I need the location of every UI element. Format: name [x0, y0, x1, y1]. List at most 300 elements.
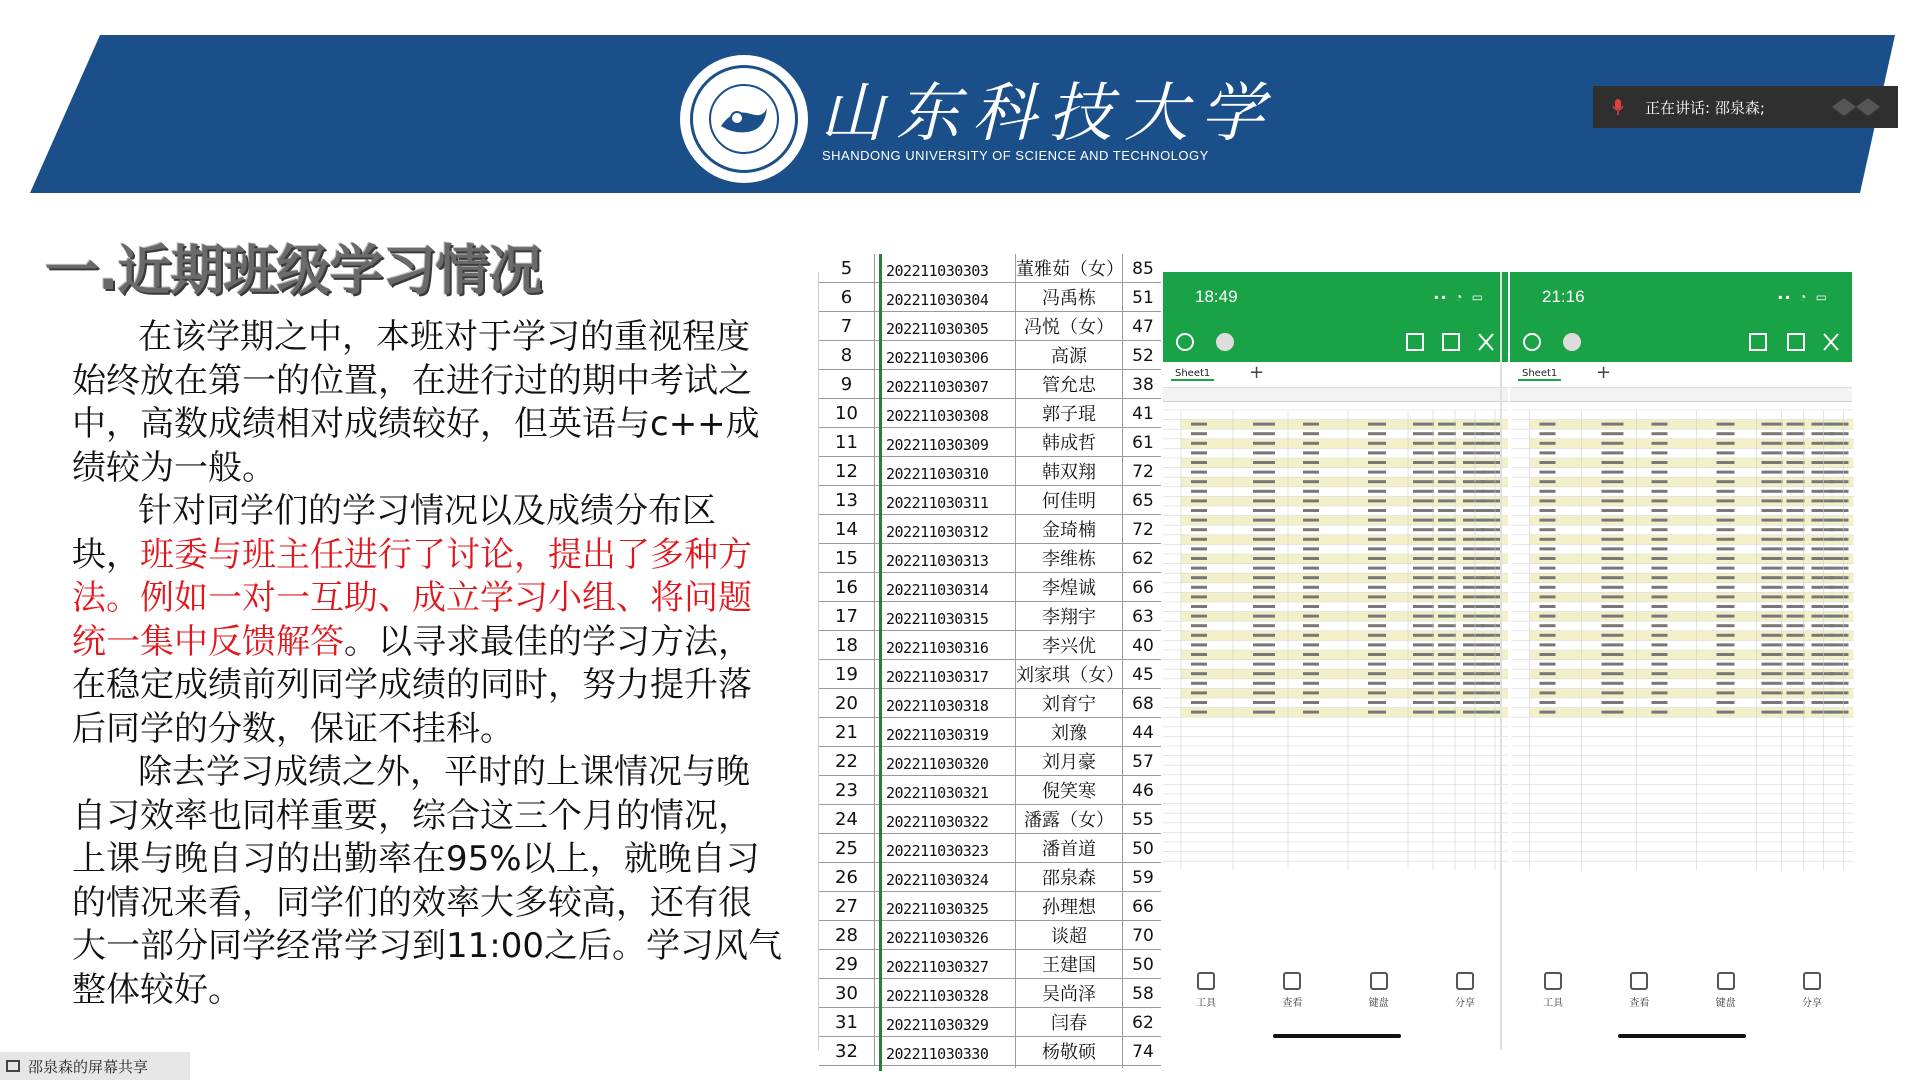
cell-text	[1303, 519, 1319, 522]
cell-text	[1253, 711, 1275, 714]
student-score: 70	[1132, 926, 1154, 946]
cell-text	[1368, 442, 1386, 445]
cell-text	[1438, 605, 1456, 608]
cell-text	[1191, 423, 1207, 426]
cell-text	[1191, 461, 1207, 464]
row-highlight	[1530, 439, 1854, 449]
cell-text	[1540, 567, 1556, 570]
cell-text	[1602, 480, 1624, 483]
cell-text	[1438, 490, 1456, 493]
cell-text	[1652, 615, 1668, 618]
cell-text	[1787, 711, 1805, 714]
cell-text	[1762, 682, 1783, 685]
screen-share-text: 邵泉森的屏幕共享	[28, 1057, 149, 1076]
student-name: 何佳明	[1015, 486, 1123, 517]
student-score: 47	[1132, 317, 1154, 337]
cell-text	[1652, 586, 1668, 589]
cell-text	[1830, 615, 1849, 618]
cell-text	[1481, 624, 1500, 627]
share-icon	[1803, 972, 1821, 990]
cell-text	[1540, 509, 1556, 512]
student-id: 202211030329	[879, 1008, 1009, 1042]
cell-text	[1762, 499, 1783, 502]
cell-text	[1191, 519, 1207, 522]
cell-text	[1762, 624, 1783, 627]
cell-text	[1191, 528, 1207, 531]
cell-text	[1830, 442, 1849, 445]
cell-text	[1762, 567, 1783, 570]
cell-text	[1438, 672, 1456, 675]
cell-text	[1413, 423, 1434, 426]
table-row	[819, 631, 1161, 660]
cell-text	[1787, 595, 1805, 598]
student-name: 李维栋	[1015, 544, 1123, 575]
cell-text	[1830, 691, 1849, 694]
cell-text	[1540, 432, 1556, 435]
tools-icon	[1544, 972, 1562, 990]
table-row	[819, 689, 1161, 718]
cell-text	[1481, 672, 1500, 675]
cell-text	[1787, 423, 1805, 426]
cell-text	[1787, 576, 1805, 579]
cell-text	[1540, 547, 1556, 550]
row-highlight	[1181, 496, 1508, 506]
cell-text	[1303, 576, 1319, 579]
phone-tool-button[interactable]	[1176, 972, 1236, 1050]
phone-tool-label: 工具	[1196, 998, 1217, 1009]
row-number: 17	[819, 602, 875, 631]
cell-text	[1191, 682, 1207, 685]
student-id: 202211030325	[879, 892, 1009, 926]
phone-tool-label: 查看	[1282, 998, 1303, 1009]
row-highlight	[1181, 477, 1508, 487]
student-name: 刘育宁	[1015, 689, 1123, 720]
cell-text	[1253, 682, 1275, 685]
cell-text	[1253, 691, 1275, 694]
table-row	[819, 834, 1161, 863]
cell-text	[1303, 663, 1319, 666]
cell-text	[1540, 586, 1556, 589]
cell-text	[1762, 701, 1783, 704]
row-number: 27	[819, 892, 875, 921]
cell-text	[1191, 509, 1207, 512]
row-number: 23	[819, 776, 875, 805]
cell-text	[1602, 701, 1624, 704]
phone-bottom-bar	[1510, 972, 1855, 1050]
cell-text	[1602, 663, 1624, 666]
student-score: 61	[1132, 433, 1154, 453]
cell-text	[1540, 663, 1556, 666]
cell-text	[1368, 423, 1386, 426]
cell-text	[1762, 576, 1783, 579]
cell-text	[1481, 432, 1500, 435]
table-row	[819, 515, 1161, 544]
cell-text	[1413, 643, 1434, 646]
cell-text	[1762, 423, 1783, 426]
cell-text	[1368, 519, 1386, 522]
cell-text	[1303, 634, 1319, 637]
cell-text	[1717, 432, 1735, 435]
cell-text	[1481, 490, 1500, 493]
cell-text	[1717, 634, 1735, 637]
cell-text	[1481, 538, 1500, 541]
cell-text	[1191, 605, 1207, 608]
cell-text	[1787, 672, 1805, 675]
cell-text	[1717, 691, 1735, 694]
cell-text	[1717, 672, 1735, 675]
cell-text	[1253, 567, 1275, 570]
cell-text	[1652, 595, 1668, 598]
student-id: 202211030328	[879, 979, 1009, 1013]
cell-text	[1438, 711, 1456, 714]
cell-text	[1191, 471, 1207, 474]
student-id: 202211030308	[879, 399, 1009, 433]
row-highlight	[1530, 554, 1854, 564]
student-id: 202211030317	[879, 660, 1009, 694]
row-highlight	[1530, 669, 1854, 679]
cell-text	[1540, 442, 1556, 445]
sheet-tab[interactable]: Sheet1	[1518, 368, 1561, 381]
student-name: 谈超	[1015, 921, 1123, 952]
cell-text	[1787, 432, 1805, 435]
cell-text	[1762, 528, 1783, 531]
add-sheet-icon[interactable]: +	[1249, 362, 1265, 383]
student-id: 202211030307	[879, 370, 1009, 404]
cell-text	[1540, 461, 1556, 464]
cell-text	[1438, 499, 1456, 502]
cell-text	[1602, 615, 1624, 618]
student-name: 李煌诚	[1015, 573, 1123, 604]
cell-text	[1481, 691, 1500, 694]
student-score: 68	[1132, 694, 1154, 714]
row-highlight	[1530, 708, 1854, 718]
cell-text	[1303, 538, 1319, 541]
add-sheet-icon[interactable]: +	[1596, 362, 1612, 383]
cell-text	[1717, 471, 1735, 474]
student-id: 202211030327	[879, 950, 1009, 984]
cell-text	[1652, 672, 1668, 675]
cell-text	[1830, 471, 1849, 474]
cell-text	[1787, 451, 1805, 454]
cell-text	[1481, 547, 1500, 550]
cell-text	[1191, 490, 1207, 493]
cell-text	[1787, 461, 1805, 464]
cell-text	[1762, 471, 1783, 474]
cell-text	[1717, 663, 1735, 666]
student-name: 冯禹栋	[1015, 283, 1123, 314]
cell-text	[1830, 480, 1849, 483]
cell-text	[1830, 653, 1849, 656]
table-row	[819, 312, 1161, 341]
cell-text	[1762, 691, 1783, 694]
cell-text	[1602, 538, 1624, 541]
student-name: 杨敬硕	[1015, 1037, 1123, 1068]
cell-text	[1191, 653, 1207, 656]
cell-text	[1652, 451, 1668, 454]
cell-text	[1602, 519, 1624, 522]
cell-text	[1303, 624, 1319, 627]
student-name: 邵泉森	[1015, 863, 1123, 894]
tools-icon	[1197, 972, 1215, 990]
cell-text	[1368, 672, 1386, 675]
cell-text	[1368, 499, 1386, 502]
cell-text	[1438, 528, 1456, 531]
speaking-indicator	[1593, 86, 1898, 128]
cell-text	[1762, 672, 1783, 675]
student-score: 66	[1132, 578, 1154, 598]
table-row	[819, 544, 1161, 573]
table-row	[819, 341, 1161, 370]
cell-text	[1717, 605, 1735, 608]
paragraph-2-highlight: 班委与班主任进行了讨论，提出了多种方法。例如一对一互助、成立学习小组、将问题统一集中反馈解答	[72, 534, 752, 662]
row-number: 19	[819, 660, 875, 689]
cell-text	[1787, 615, 1805, 618]
cell-text	[1830, 701, 1849, 704]
paragraph-3: 除去学习成绩之外，平时的上课情况与晚自习效率也同样重要，综合这三个月的情况，上课与晚自习的出勤率在95%以上，就晚自习的情况来看，同学们的效率大多较高，还有很大一部分同学经常学习到11:00之后。学习风气整体较好。	[72, 752, 782, 1010]
cell-text	[1413, 451, 1434, 454]
student-score: 52	[1132, 346, 1154, 366]
row-number: 18	[819, 631, 875, 660]
cell-text	[1540, 499, 1556, 502]
cell-text	[1540, 538, 1556, 541]
cell-text	[1368, 691, 1386, 694]
cell-text	[1717, 701, 1735, 704]
table-row	[819, 428, 1161, 457]
cell-text	[1191, 499, 1207, 502]
screen-share-label[interactable]	[0, 1052, 190, 1080]
student-score: 63	[1132, 607, 1154, 627]
cell-text	[1602, 423, 1624, 426]
cell-text	[1438, 432, 1456, 435]
row-highlight	[1181, 650, 1508, 660]
cell-text	[1303, 643, 1319, 646]
phone-status-bar	[1510, 272, 1852, 322]
phone-time: 18:49	[1195, 287, 1238, 306]
student-score: 41	[1132, 404, 1154, 424]
cell-text	[1438, 567, 1456, 570]
cell-text	[1303, 480, 1319, 483]
cell-text	[1253, 509, 1275, 512]
column-header	[1510, 388, 1852, 402]
row-highlight	[1530, 420, 1854, 430]
student-id: 202211030326	[879, 921, 1009, 955]
cell-text	[1602, 682, 1624, 685]
cell-text	[1438, 624, 1456, 627]
cell-text	[1481, 557, 1500, 560]
cell-text	[1481, 576, 1500, 579]
student-score: 72	[1132, 520, 1154, 540]
table-row	[819, 486, 1161, 515]
phone-tool-label: 分享	[1801, 998, 1822, 1009]
cell-text	[1830, 576, 1849, 579]
cell-text	[1368, 557, 1386, 560]
row-highlight	[1530, 458, 1854, 468]
cell-text	[1413, 519, 1434, 522]
cell-text	[1413, 528, 1434, 531]
cell-text	[1438, 423, 1456, 426]
row-highlight	[1530, 592, 1854, 602]
student-score: 62	[1132, 549, 1154, 569]
cell-text	[1540, 423, 1556, 426]
cell-text	[1830, 586, 1849, 589]
cell-text	[1717, 624, 1735, 627]
student-id: 202211030311	[879, 486, 1009, 520]
cell-text	[1438, 451, 1456, 454]
cell-text	[1413, 538, 1434, 541]
cell-text	[1413, 691, 1434, 694]
cell-text	[1762, 480, 1783, 483]
cell-text	[1652, 643, 1668, 646]
cell-text	[1438, 471, 1456, 474]
table-row	[819, 776, 1161, 805]
cell-text	[1540, 490, 1556, 493]
camera-off-icon[interactable]	[1826, 92, 1886, 122]
phone-tool-button[interactable]	[1696, 972, 1756, 1050]
cell-text	[1413, 557, 1434, 560]
cell-text	[1602, 586, 1624, 589]
cell-text	[1540, 615, 1556, 618]
table-row	[819, 805, 1161, 834]
cell-text	[1368, 461, 1386, 464]
phone-screenshot-2	[1510, 272, 1852, 1050]
cell-text	[1253, 624, 1275, 627]
cell-text	[1717, 682, 1735, 685]
cell-text	[1438, 442, 1456, 445]
cell-text	[1602, 576, 1624, 579]
paragraph-2-start: 针对同学们的学习情况以及成绩分布区块，	[72, 491, 716, 575]
table-row	[819, 950, 1161, 979]
cell-text	[1413, 480, 1434, 483]
cell-text	[1602, 634, 1624, 637]
row-highlight	[1181, 631, 1508, 641]
phone-time: 21:16	[1542, 287, 1585, 306]
cell-text	[1762, 663, 1783, 666]
cell-text	[1830, 643, 1849, 646]
phone-bottom-bar	[1163, 972, 1508, 1050]
view-icon	[1283, 972, 1301, 990]
student-score: 74	[1132, 1042, 1154, 1062]
cell-text	[1717, 509, 1735, 512]
cell-text	[1481, 423, 1500, 426]
cell-text	[1191, 595, 1207, 598]
row-number: 16	[819, 573, 875, 602]
row-highlight	[1530, 650, 1854, 660]
cell-text	[1368, 509, 1386, 512]
cell-text	[1602, 643, 1624, 646]
cell-text	[1413, 432, 1434, 435]
cell-text	[1830, 567, 1849, 570]
table-row	[819, 602, 1161, 631]
cell-text	[1652, 624, 1668, 627]
cell-text	[1368, 634, 1386, 637]
student-name: 韩双翔	[1015, 457, 1123, 488]
cell-text	[1303, 701, 1319, 704]
view-icon	[1630, 972, 1648, 990]
cell-text	[1762, 547, 1783, 550]
cell-text	[1438, 653, 1456, 656]
phone-tool-button[interactable]	[1782, 972, 1842, 1050]
cell-text	[1652, 701, 1668, 704]
cell-text	[1303, 432, 1319, 435]
cell-text	[1652, 547, 1668, 550]
cell-text	[1652, 653, 1668, 656]
cell-text	[1191, 711, 1207, 714]
cell-text	[1481, 634, 1500, 637]
logo-emblem-icon	[693, 68, 795, 170]
phone-tool-button[interactable]	[1523, 972, 1583, 1050]
cell-text	[1368, 701, 1386, 704]
row-highlight	[1181, 592, 1508, 602]
cell-text	[1830, 547, 1849, 550]
row-number: 25	[819, 834, 875, 863]
cell-text	[1540, 634, 1556, 637]
cell-text	[1652, 509, 1668, 512]
sheet-tab-bar	[1510, 362, 1852, 388]
cell-text	[1191, 557, 1207, 560]
cell-text	[1787, 480, 1805, 483]
cell-text	[1787, 528, 1805, 531]
student-id: 202211030306	[879, 341, 1009, 375]
student-id: 202211030319	[879, 718, 1009, 752]
cell-text	[1602, 528, 1624, 531]
student-name: 郭子琨	[1015, 399, 1123, 430]
student-score: 66	[1132, 897, 1154, 917]
cell-text	[1762, 586, 1783, 589]
phone-tool-button[interactable]	[1609, 972, 1669, 1050]
student-name: 孙理想	[1015, 892, 1123, 923]
table-row	[819, 921, 1161, 950]
cell-text	[1253, 490, 1275, 493]
cell-text	[1540, 711, 1556, 714]
cell-text	[1253, 547, 1275, 550]
student-name: 倪笑寒	[1015, 776, 1123, 807]
phone-tool-button[interactable]	[1435, 972, 1495, 1050]
student-score: 59	[1132, 868, 1154, 888]
paragraph-1: 在该学期之中，本班对于学习的重视程度始终放在第一的位置，在进行过的期中考试之中，高数成绩相对成绩较好，但英语与c++成绩较为一般。	[72, 317, 760, 488]
row-highlight	[1530, 631, 1854, 641]
column-header	[1163, 388, 1508, 402]
student-score: 72	[1132, 462, 1154, 482]
cell-text	[1253, 663, 1275, 666]
cell-text	[1717, 557, 1735, 560]
cell-text	[1303, 547, 1319, 550]
cell-text	[1717, 423, 1735, 426]
cell-text	[1787, 567, 1805, 570]
university-logo	[680, 55, 808, 183]
cell-text	[1438, 509, 1456, 512]
phone-tool-button[interactable]	[1262, 972, 1322, 1050]
table-row	[819, 660, 1161, 689]
paragraph-2-end: 。以寻求最佳的学习方法，在稳定成绩前列同学成绩的同时，努力提升落后同学的分数，保证不挂科。	[72, 621, 752, 749]
sheet-tab[interactable]: Sheet1	[1171, 368, 1214, 381]
cell-text	[1830, 634, 1849, 637]
cell-text	[1438, 557, 1456, 560]
student-name: 刘豫	[1015, 718, 1123, 749]
row-number: 14	[819, 515, 875, 544]
cell-text	[1830, 490, 1849, 493]
cell-text	[1303, 461, 1319, 464]
cell-text	[1652, 528, 1668, 531]
phone-tool-button[interactable]	[1349, 972, 1409, 1050]
cell-text	[1253, 557, 1275, 560]
cell-text	[1481, 509, 1500, 512]
cell-text	[1540, 653, 1556, 656]
cell-text	[1191, 547, 1207, 550]
table-row	[819, 254, 1161, 283]
cell-text	[1368, 595, 1386, 598]
cell-text	[1717, 595, 1735, 598]
cell-text	[1602, 451, 1624, 454]
